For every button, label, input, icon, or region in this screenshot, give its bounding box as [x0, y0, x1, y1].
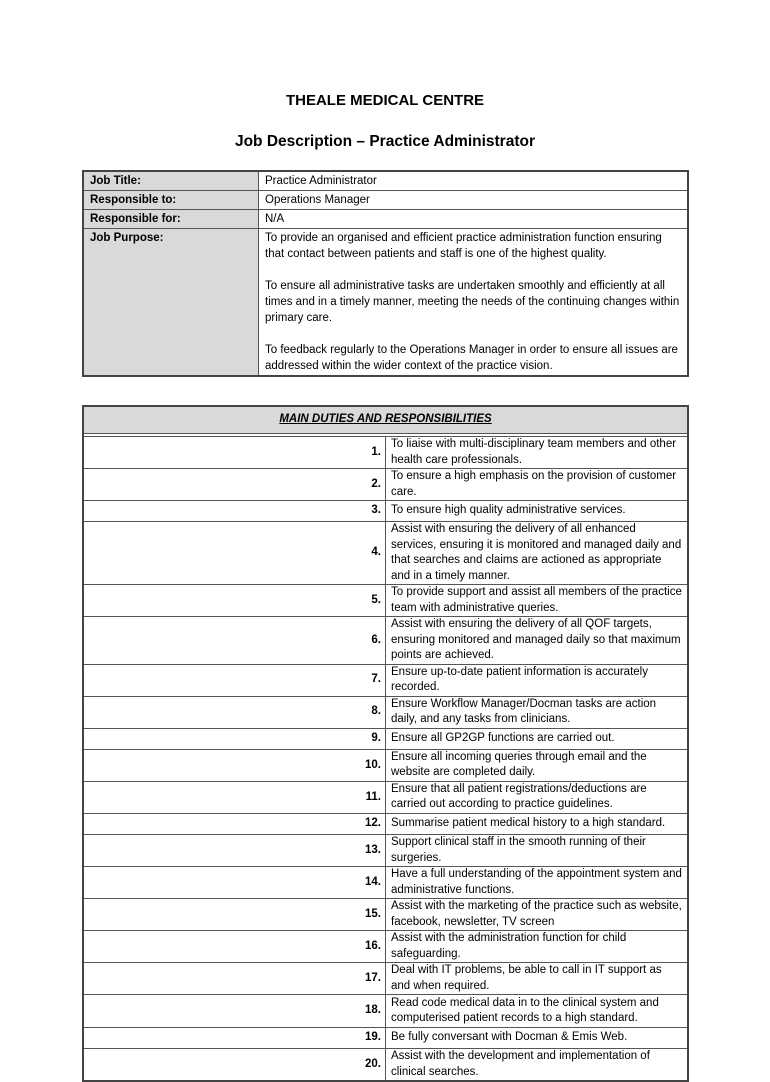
duty-row [83, 522, 688, 585]
duty-text: Assist with the development and implementation of clinical searches. [386, 1049, 689, 1082]
duty-row [83, 501, 688, 522]
duty-number: 7. [83, 664, 386, 696]
duty-text: Support clinical staff in the smooth running of their surgeries. [386, 835, 689, 867]
duty-row [83, 995, 688, 1028]
duty-row [83, 781, 688, 813]
duty-number: 10. [83, 749, 386, 781]
duty-text: Ensure all GP2GP functions are carried out. [386, 728, 689, 749]
duty-text: Ensure Workflow Manager/Docman tasks are action daily, and any tasks from clinicians. [386, 696, 689, 728]
duty-number: 17. [83, 963, 386, 995]
duty-number: 14. [83, 867, 386, 899]
duty-number: 19. [83, 1028, 386, 1049]
duty-row [83, 1028, 688, 1049]
duty-text: Assist with the marketing of the practice such as website, facebook, newsletter, TV screen [386, 899, 689, 931]
duty-row [83, 728, 688, 749]
info-value [259, 229, 689, 377]
duty-number: 13. [83, 835, 386, 867]
duty-row [83, 1049, 688, 1082]
duty-text: To liaise with multi-disciplinary team members and other health care professionals. [386, 437, 689, 469]
info-label: Job Purpose: [83, 229, 259, 377]
duty-number: 3. [83, 501, 386, 522]
duty-row [83, 867, 688, 899]
duty-text: Ensure that all patient registrations/deductions are carried out according to practice guidelines. [386, 781, 689, 813]
job-info-table [82, 170, 689, 377]
duty-text: To ensure high quality administrative services. [386, 501, 689, 522]
info-row-responsible-for [83, 210, 688, 229]
duty-number: 5. [83, 585, 386, 617]
info-label: Responsible for: [83, 210, 259, 229]
duty-row [83, 749, 688, 781]
duty-number: 11. [83, 781, 386, 813]
duty-number: 8. [83, 696, 386, 728]
duties-heading: MAIN DUTIES AND RESPONSIBILITIES [83, 406, 688, 434]
duty-number: 12. [83, 813, 386, 834]
duty-row [83, 963, 688, 995]
info-label: Job Title: [83, 171, 259, 191]
duty-text: Assist with ensuring the delivery of all QOF targets, ensuring monitored and managed daily so that maximum points are achieved. [386, 617, 689, 665]
duties-heading-row [83, 406, 688, 434]
duty-number: 18. [83, 995, 386, 1028]
duty-number: 16. [83, 931, 386, 963]
info-row-responsible-to [83, 191, 688, 210]
duty-row [83, 813, 688, 834]
duty-text: Deal with IT problems, be able to call in IT support as and when required. [386, 963, 689, 995]
duty-row [83, 585, 688, 617]
duty-row [83, 931, 688, 963]
duty-text: Ensure all incoming queries through email and the website are completed daily. [386, 749, 689, 781]
page-title: Job Description – Practice Administrator [234, 133, 536, 150]
purpose-paragraph: To feedback regularly to the Operations Manager in order to ensure all issues are addressed within the wider context of the practice vision. [265, 344, 678, 372]
info-row-job-purpose [83, 229, 688, 377]
purpose-paragraph: To provide an organised and efficient practice administration function ensuring that contact between patients and staff is one of the highest quality. [265, 232, 662, 260]
duty-number: 6. [83, 617, 386, 665]
duty-row [83, 617, 688, 665]
duty-text: To ensure a high emphasis on the provision of customer care. [386, 469, 689, 501]
duty-text: Be fully conversant with Docman & Emis Web. [386, 1028, 689, 1049]
duties-table [82, 405, 689, 1082]
duty-row [83, 664, 688, 696]
duty-number: 20. [83, 1049, 386, 1082]
duty-row [83, 696, 688, 728]
duty-number: 1. [83, 437, 386, 469]
duty-row [83, 835, 688, 867]
duty-number: 9. [83, 728, 386, 749]
duty-number: 15. [83, 899, 386, 931]
duty-row [83, 469, 688, 501]
info-value: Operations Manager [259, 191, 689, 210]
info-value: N/A [259, 210, 689, 229]
duty-text: Assist with ensuring the delivery of all enhanced services, ensuring it is monitored and managed daily and that searches and claims are actioned as appropriate and in a timely manner. [386, 522, 689, 585]
duty-text: Assist with the administration function for child safeguarding. [386, 931, 689, 963]
duty-row [83, 437, 688, 469]
duty-text: Have a full understanding of the appointment system and administrative functions. [386, 867, 689, 899]
duty-text: Read code medical data in to the clinical system and computerised patient records to a high standard. [386, 995, 689, 1028]
info-row-job-title [83, 171, 688, 191]
info-label: Responsible to: [83, 191, 259, 210]
duty-text: Ensure up-to-date patient information is accurately recorded. [386, 664, 689, 696]
org-name: THEALE MEDICAL CENTRE [285, 92, 485, 109]
purpose-paragraph: To ensure all administrative tasks are undertaken smoothly and efficiently at all times and in a timely manner, meeting the needs of the continuing changes within primary care. [265, 280, 680, 324]
duty-text: To provide support and assist all members of the practice team with administrative queries. [386, 585, 689, 617]
duty-row [83, 899, 688, 931]
duty-number: 2. [83, 469, 386, 501]
duty-text: Summarise patient medical history to a high standard. [386, 813, 689, 834]
info-value: Practice Administrator [259, 171, 689, 191]
duty-number: 4. [83, 522, 386, 585]
